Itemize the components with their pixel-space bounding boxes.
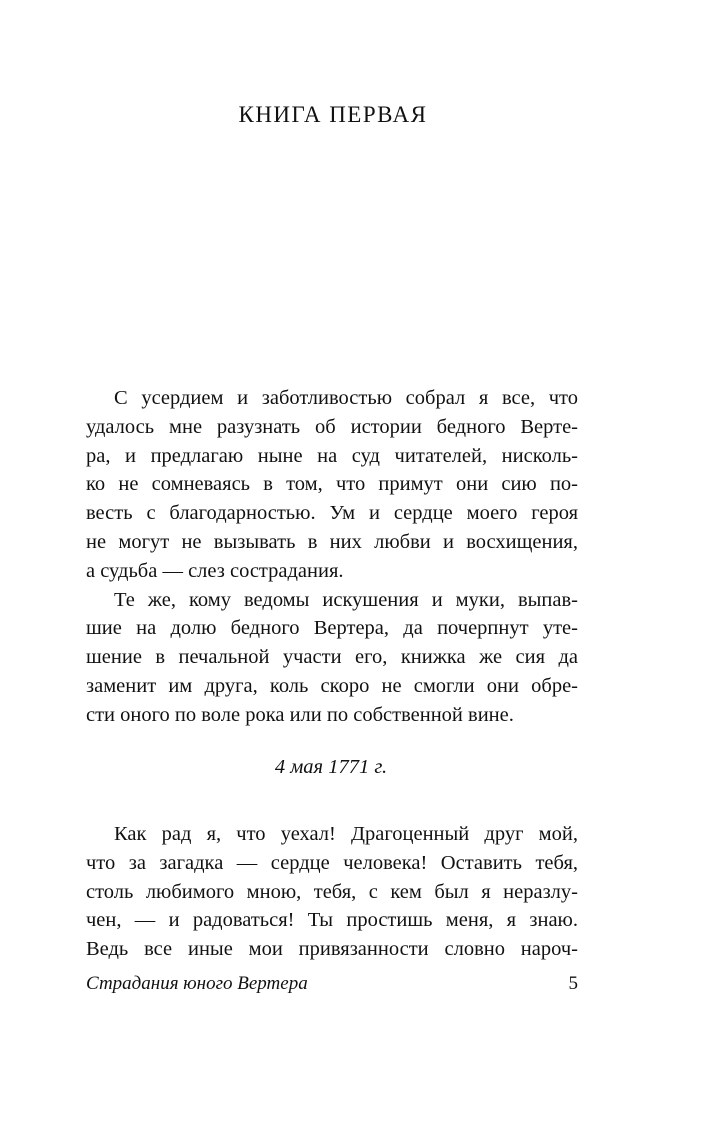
text-line: Ведь все иные мои привязанности словно нароч-: [86, 938, 578, 961]
text-line: чен, — и радоваться! Ты простишь меня, я знаю.: [86, 909, 578, 932]
page-number: 5: [568, 973, 578, 994]
text-line: весть с благодарностью. Ум и сердце моего героя: [86, 502, 578, 525]
preface-text: [86, 384, 578, 730]
text-line: сти оного по воле рока или по собственной вине.: [86, 703, 514, 726]
text-line: ра, и предлагаю ныне на суд читателей, нисколь-: [86, 444, 578, 467]
text-line: Как рад я, что уехал! Драгоценный друг мой,: [114, 823, 578, 845]
text-line: ко не сомневаясь в том, что примут они сию по-: [86, 473, 578, 496]
running-title: Страдания юного Вертера: [86, 973, 308, 994]
text-line: что за загадка — сердце человека! Оставить тебя,: [86, 851, 578, 874]
letter-text: [86, 820, 578, 964]
text-line: шие на долю бедного Вертера, да почерпнут уте-: [86, 617, 578, 640]
text-line: Те же, кому ведомы искушения и муки, выпав-: [114, 588, 578, 611]
text-line: С усердием и заботливостью собрал я все, что: [114, 387, 578, 409]
chapter-title: КНИГА ПЕРВАЯ: [238, 102, 428, 127]
letter-date: 4 мая 1771 г.: [274, 756, 388, 778]
text-line: шение в печальной участи его, книжка же сия да: [86, 646, 578, 669]
text-line: столь любимого мною, тебя, с кем был я неразлу-: [86, 880, 578, 903]
text-line: не могут не вызывать в них любви и восхищения,: [86, 530, 578, 553]
text-line: а судьба — слез сострадания.: [86, 559, 344, 582]
text-line: удалось мне разузнать об истории бедного Верте-: [86, 415, 578, 438]
text-line: заменит им друга, коль скоро не смогли они обре-: [86, 674, 578, 697]
